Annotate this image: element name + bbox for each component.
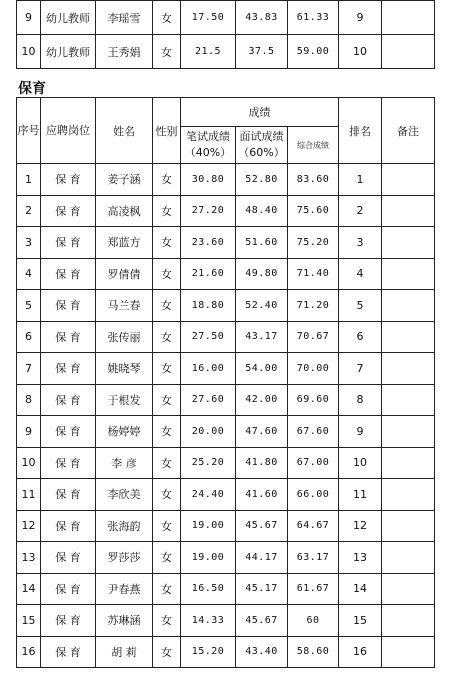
table-row [17,195,435,227]
cell-note [382,164,435,196]
table-row [17,1,435,35]
cell-gender: 女 [153,479,181,511]
cell-position: 保 育 [41,605,96,637]
cell-gender: 女 [153,510,181,542]
header-rank: 排名 [339,98,382,164]
cell-written: 25.20 [181,447,236,479]
cell-rank: 11 [339,479,382,511]
cell-written: 15.20 [181,636,236,668]
cell-name: 杨婷婷 [96,416,153,448]
cell-interview: 49.80 [236,258,288,290]
cell-total: 69.60 [288,384,339,416]
table-row [17,636,435,668]
section-title: 保育 [18,81,46,97]
cell-written: 17.50 [181,1,236,35]
cell-note [382,447,435,479]
cell-rank: 4 [339,258,382,290]
cell-interview: 41.60 [236,479,288,511]
cell-name: 姚晓琴 [96,353,153,385]
cell-gender: 女 [153,605,181,637]
cell-note [382,35,435,69]
cell-position: 保 育 [41,195,96,227]
score-table [16,97,435,668]
cell-written: 30.80 [181,164,236,196]
cell-rank: 3 [339,227,382,259]
cell-total: 67.00 [288,447,339,479]
cell-name: 罗莎莎 [96,542,153,574]
cell-rank: 8 [339,384,382,416]
cell-no: 6 [17,321,41,353]
cell-name: 罗倩倩 [96,258,153,290]
cell-written: 27.60 [181,384,236,416]
cell-interview: 43.40 [236,636,288,668]
cell-position: 幼儿教师 [41,1,96,35]
header-position: 应聘岗位 [41,98,96,164]
table-row [17,447,435,479]
cell-note [382,258,435,290]
cell-written: 14.33 [181,605,236,637]
cell-note [382,353,435,385]
cell-position: 保 育 [41,353,96,385]
cell-interview: 48.40 [236,195,288,227]
cell-rank: 2 [339,195,382,227]
cell-written: 27.50 [181,321,236,353]
cell-note [382,416,435,448]
cell-position: 保 育 [41,447,96,479]
cell-no: 10 [17,447,41,479]
cell-no: 10 [17,35,41,69]
table-row [17,384,435,416]
cell-interview: 37.5 [236,35,288,69]
cell-name: 姜子涵 [96,164,153,196]
table-row [17,542,435,574]
cell-gender: 女 [153,384,181,416]
table-row [17,321,435,353]
cell-note [382,636,435,668]
cell-position: 保 育 [41,542,96,574]
cell-note [382,1,435,35]
cell-no: 5 [17,290,41,322]
cell-interview: 42.00 [236,384,288,416]
cell-note [382,321,435,353]
cell-no: 4 [17,258,41,290]
table-row [17,353,435,385]
cell-name: 李欣美 [96,479,153,511]
cell-rank: 1 [339,164,382,196]
cell-total: 58.60 [288,636,339,668]
cell-rank: 13 [339,542,382,574]
cell-written: 27.20 [181,195,236,227]
cell-total: 61.67 [288,573,339,605]
cell-name: 张传丽 [96,321,153,353]
cell-note [382,542,435,574]
cell-interview: 43.17 [236,321,288,353]
cell-total: 71.20 [288,290,339,322]
cell-interview: 54.00 [236,353,288,385]
cell-position: 保 育 [41,164,96,196]
cell-name: 张海韵 [96,510,153,542]
header-total: 综合成绩 [288,127,339,164]
table-row [17,290,435,322]
cell-no: 13 [17,542,41,574]
cell-total: 75.20 [288,227,339,259]
cell-total: 75.60 [288,195,339,227]
cell-position: 保 育 [41,258,96,290]
table-row [17,605,435,637]
cell-interview: 52.80 [236,164,288,196]
cell-interview: 41.80 [236,447,288,479]
cell-position: 幼儿教师 [41,35,96,69]
cell-written: 20.00 [181,416,236,448]
cell-written: 19.00 [181,510,236,542]
cell-position: 保 育 [41,510,96,542]
cell-rank: 10 [339,447,382,479]
cell-gender: 女 [153,227,181,259]
cell-position: 保 育 [41,573,96,605]
cell-gender: 女 [153,195,181,227]
cell-total: 61.33 [288,1,339,35]
table-row [17,416,435,448]
cell-gender: 女 [153,636,181,668]
cell-written: 21.5 [181,35,236,69]
cell-name: 马兰春 [96,290,153,322]
cell-total: 64.67 [288,510,339,542]
cell-interview: 45.67 [236,510,288,542]
cell-total: 60 [288,605,339,637]
cell-name: 李 彦 [96,447,153,479]
cell-no: 1 [17,164,41,196]
table-row [17,164,435,196]
cell-written: 18.80 [181,290,236,322]
cell-total: 83.60 [288,164,339,196]
header-interview: 面试成绩（60%） [236,127,288,164]
cell-position: 保 育 [41,636,96,668]
cell-gender: 女 [153,1,181,35]
cell-written: 16.00 [181,353,236,385]
cell-written: 23.60 [181,227,236,259]
cell-total: 67.60 [288,416,339,448]
cell-no: 3 [17,227,41,259]
cell-position: 保 育 [41,479,96,511]
cell-no: 14 [17,573,41,605]
header-name: 姓名 [96,98,153,164]
cell-position: 保 育 [41,290,96,322]
table-row [17,510,435,542]
cell-gender: 女 [153,164,181,196]
cell-name: 尹春燕 [96,573,153,605]
cell-interview: 51.60 [236,227,288,259]
cell-total: 63.17 [288,542,339,574]
cell-rank: 15 [339,605,382,637]
cell-interview: 45.67 [236,605,288,637]
cell-written: 21.60 [181,258,236,290]
cell-position: 保 育 [41,321,96,353]
cell-rank: 9 [339,416,382,448]
cell-name: 王秀娟 [96,35,153,69]
header-no: 序号 [17,98,41,164]
cell-note [382,227,435,259]
header-score-group: 成绩 [181,98,339,127]
cell-note [382,195,435,227]
cell-no: 11 [17,479,41,511]
cell-rank: 12 [339,510,382,542]
cell-no: 8 [17,384,41,416]
cell-rank: 10 [339,35,382,69]
cell-name: 郑蓝方 [96,227,153,259]
table-row [17,479,435,511]
cell-written: 19.00 [181,542,236,574]
cell-rank: 9 [339,1,382,35]
previous-section-table [16,0,435,69]
cell-rank: 6 [339,321,382,353]
cell-gender: 女 [153,353,181,385]
cell-total: 59.00 [288,35,339,69]
cell-rank: 5 [339,290,382,322]
cell-no: 2 [17,195,41,227]
cell-position: 保 育 [41,416,96,448]
header-note: 备注 [382,98,435,164]
cell-position: 保 育 [41,384,96,416]
cell-no: 9 [17,416,41,448]
cell-interview: 47.60 [236,416,288,448]
cell-interview: 43.83 [236,1,288,35]
cell-name: 苏琳涵 [96,605,153,637]
cell-note [382,290,435,322]
cell-total: 70.67 [288,321,339,353]
cell-name: 胡 莉 [96,636,153,668]
header-gender: 性别 [153,98,181,164]
table-row [17,258,435,290]
cell-no: 16 [17,636,41,668]
cell-no: 12 [17,510,41,542]
cell-gender: 女 [153,290,181,322]
cell-gender: 女 [153,416,181,448]
cell-name: 高凌枫 [96,195,153,227]
cell-note [382,605,435,637]
cell-total: 70.00 [288,353,339,385]
cell-rank: 14 [339,573,382,605]
table-row [17,35,435,69]
cell-total: 66.00 [288,479,339,511]
cell-gender: 女 [153,447,181,479]
cell-interview: 45.17 [236,573,288,605]
cell-gender: 女 [153,258,181,290]
cell-gender: 女 [153,542,181,574]
cell-no: 9 [17,1,41,35]
table-row [17,227,435,259]
cell-note [382,510,435,542]
table-row [17,573,435,605]
cell-no: 7 [17,353,41,385]
cell-interview: 44.17 [236,542,288,574]
cell-written: 16.50 [181,573,236,605]
cell-name: 于根发 [96,384,153,416]
header-written: 笔试成绩（40%） [181,127,236,164]
cell-note [382,479,435,511]
cell-interview: 52.40 [236,290,288,322]
cell-gender: 女 [153,321,181,353]
cell-no: 15 [17,605,41,637]
cell-position: 保 育 [41,227,96,259]
cell-rank: 16 [339,636,382,668]
cell-rank: 7 [339,353,382,385]
cell-written: 24.40 [181,479,236,511]
cell-name: 李瑶雪 [96,1,153,35]
cell-note [382,384,435,416]
cell-note [382,573,435,605]
cell-gender: 女 [153,35,181,69]
cell-total: 71.40 [288,258,339,290]
cell-gender: 女 [153,573,181,605]
